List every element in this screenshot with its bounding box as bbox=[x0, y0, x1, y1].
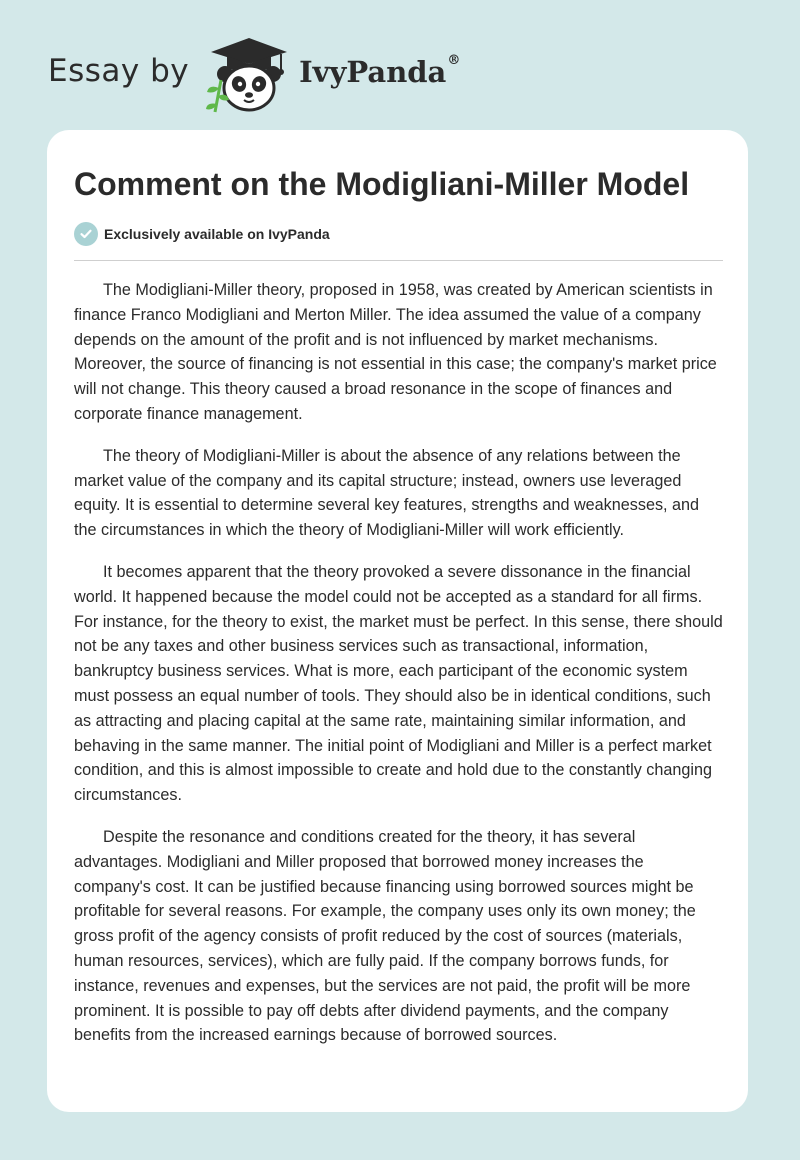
exclusive-badge-label: Exclusively available on IvyPanda bbox=[104, 226, 330, 242]
brand-name[interactable]: IvyPanda® bbox=[299, 53, 461, 89]
paragraph: The Modigliani-Miller theory, proposed in 1958, was created by American scientists in finance Franco Modigliani and Merton Miller. The idea assumed the value of a company depends on the amount of the profit and is not influenced by market mechanisms. Moreover, the source of financing is not essential in this case; the company's market price will not change. This theory caused a broad resonance in the scope of finances and corporate finance management. bbox=[74, 281, 717, 423]
paragraph: The theory of Modigliani-Miller is about the absence of any relations between the market value of the company and its capital structure; instead, owners use leveraged equity. It is essential to determine several key features, strengths and weaknesses, and the circumstances in which the theory of Modigliani-Miller will work efficiently. bbox=[74, 446, 700, 540]
trademark-symbol: ® bbox=[447, 53, 461, 68]
divider bbox=[74, 260, 723, 261]
article-card bbox=[47, 130, 748, 1112]
article-body bbox=[74, 278, 724, 1065]
essay-by-label: Essay by bbox=[48, 53, 190, 89]
page-title: Comment on the Modigliani-Miller Model bbox=[74, 166, 690, 202]
site-header bbox=[48, 34, 460, 114]
paragraph: It becomes apparent that the theory provoked a severe dissonance in the financial world. It happened because the model could not be accepted as a standard for all firms. For instance, for the theory to exist, the market must be perfect. In this sense, there should not be any taxes and other business services such as transactional, information, bankruptcy business services. What is more, each participant of the economic system must possess an equal number of tools. They should also be in identical conditions, such as attracting and placing capital at the same rate, maintaining similar information, and behaving in the same manner. The initial point of Modigliani and Miller is a perfect market condition, and this is almost impossible to create and hold due to the constantly changing circumstances. bbox=[74, 562, 723, 805]
panda-graduate-icon[interactable] bbox=[201, 34, 297, 114]
paragraph: Despite the resonance and conditions created for the theory, it has several advantages. Modigliani and Miller proposed that borrowed money increases the company's cost. It can be justified because financing using borrowed sources might be profitable for several reasons. For example, the company uses only its own money; the gross profit of the agency consists of profit reduced by the cost of sources (materials, human resources, services), which are fully paid. If the company borrows funds, for instance, revenues and expenses, but the services are not paid, the profit will be more prominent. It is possible to pay off debts after dividend payments, and the company benefits from the increased earnings because of borrowed sources. bbox=[74, 827, 696, 1045]
check-circle-icon bbox=[74, 222, 98, 246]
exclusive-badge bbox=[74, 222, 330, 246]
